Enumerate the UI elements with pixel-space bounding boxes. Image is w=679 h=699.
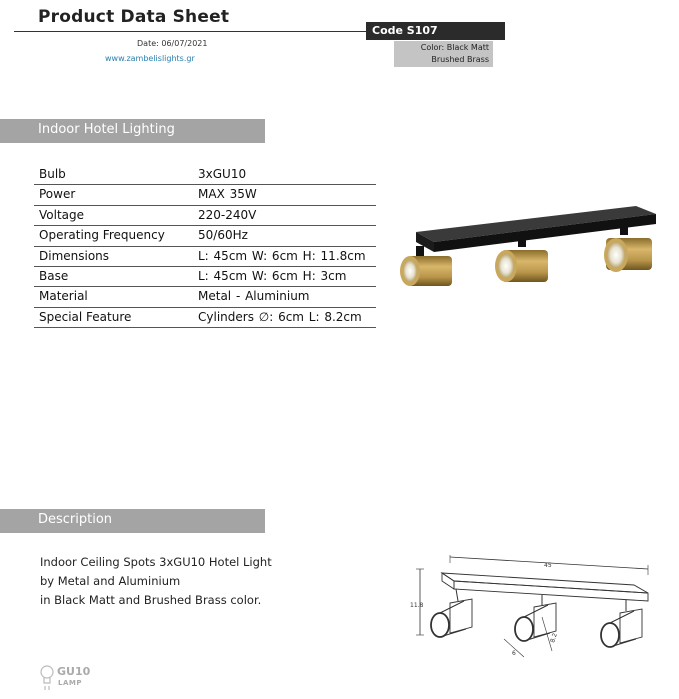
cylinder-length-label: 8.2	[549, 632, 559, 644]
spec-row-frequency	[34, 226, 376, 246]
spec-table	[34, 165, 376, 328]
cylinder-diameter-label: 6	[512, 650, 516, 657]
description-line: by Metal and Aluminium	[40, 574, 181, 588]
description-line: Indoor Ceiling Spots 3xGU10 Hotel Light	[40, 555, 272, 569]
website-link[interactable]: www.zambelislights.gr	[105, 54, 195, 63]
section-header-description: Description	[0, 509, 265, 533]
description-line: in Black Matt and Brushed Brass color.	[40, 593, 262, 607]
height-label: 11.8	[410, 602, 424, 609]
color-line-1: Color: Black Matt	[420, 43, 489, 52]
spec-value: Cylinders ∅: 6cm L: 8.2cm	[198, 309, 362, 324]
spec-row-voltage	[34, 206, 376, 226]
spec-value: 3xGU10	[198, 167, 247, 181]
spec-label: Voltage	[39, 207, 85, 222]
spec-row-dimensions	[34, 247, 376, 267]
product-code-badge: Code S107	[366, 22, 505, 40]
spec-value: 220-240V	[198, 207, 257, 222]
spec-label: Material	[39, 289, 88, 304]
page-title: Product Data Sheet	[38, 7, 230, 27]
spec-label: Dimensions	[39, 248, 110, 263]
spec-row-bulb	[34, 165, 376, 185]
spec-row-base	[34, 267, 376, 287]
spec-value: L: 45cm W: 6cm H: 3cm	[198, 268, 347, 283]
title-divider	[14, 31, 366, 32]
lamp-subtitle: LAMP	[58, 679, 82, 687]
spec-label: Operating Frequency	[39, 228, 165, 243]
spec-label: Bulb	[39, 167, 66, 181]
length-label: 45	[544, 562, 552, 569]
lamp-type-label: GU10	[57, 665, 91, 678]
spec-label: Special Feature	[39, 309, 132, 324]
spec-value: Metal - Aluminium	[198, 289, 310, 304]
spec-row-special-feature	[34, 308, 376, 328]
spec-value: 50/60Hz	[198, 228, 248, 243]
product-photo	[398, 200, 660, 306]
spec-row-power	[34, 185, 376, 205]
document-date: Date: 06/07/2021	[137, 39, 208, 48]
color-line-2: Brushed Brass	[431, 55, 489, 64]
spec-row-material	[34, 287, 376, 307]
description-text	[40, 553, 272, 610]
spec-value: L: 45cm W: 6cm H: 11.8cm	[198, 248, 366, 263]
dimension-drawing	[408, 555, 668, 667]
spec-value: MAX 35W	[198, 187, 257, 202]
spec-label: Base	[39, 268, 69, 283]
section-header-specs: Indoor Hotel Lighting	[0, 119, 265, 143]
spec-label: Power	[39, 187, 76, 202]
color-badge	[394, 41, 493, 67]
